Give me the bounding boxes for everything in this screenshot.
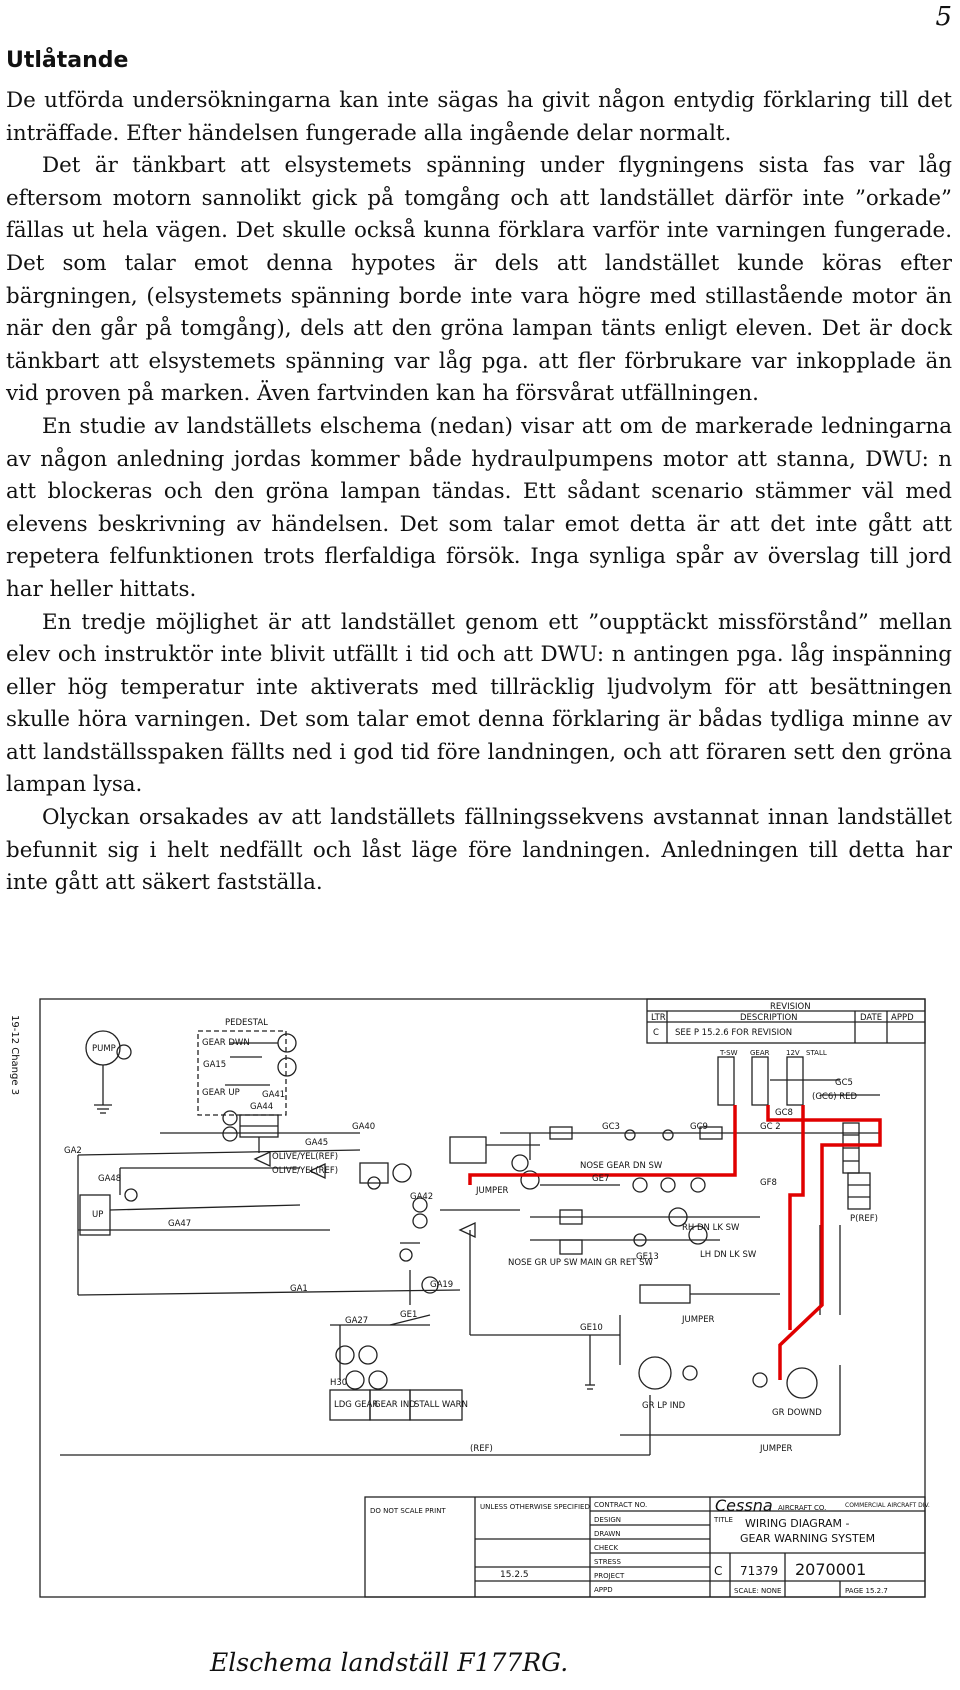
project-label: PROJECT: [594, 1572, 625, 1580]
ga48-label: GA48: [98, 1174, 122, 1184]
jumper-label-3: JUMPER: [760, 1444, 793, 1454]
drawing-title-2: GEAR WARNING SYSTEM: [740, 1532, 876, 1545]
gear-down-lamp: [787, 1368, 817, 1398]
rev-text-label: SEE P 15.2.6 FOR REVISION: [675, 1028, 793, 1038]
contract-label: CONTRACT NO.: [594, 1501, 648, 1509]
figure-caption: Elschema landställ F177RG.: [210, 1648, 569, 1677]
jumper-label-1: JUMPER: [476, 1186, 509, 1196]
side-label: 19-12 Change 3: [9, 1015, 20, 1096]
size-label: C: [714, 1564, 723, 1578]
tsw-label: T-SW: [720, 1049, 738, 1057]
lh-dn-lk-sw-label: LH DN LK SW: [700, 1250, 757, 1260]
scale-label: SCALE: NONE: [734, 1587, 782, 1595]
drawing-title-1: WIRING DIAGRAM -: [745, 1517, 850, 1530]
gc2-label: GC 2: [760, 1122, 781, 1132]
pedestal-label: PEDESTAL: [225, 1018, 268, 1028]
paragraph-1: De utförda undersökningarna kan inte sägas ha givit någon entydig förklaring till det inträffade. Efter händelsen fungerade alla ingående delar normalt.: [6, 88, 952, 146]
ref-label: (REF): [470, 1444, 493, 1454]
body-text: [6, 85, 952, 900]
design-label: DESIGN: [594, 1516, 621, 1524]
paragraph-4: En tredje möjlighet är att landstället genom ett ”oupptäckt missförstånd” mellan elev och instruktör inte blivit utfällt i tid och att DWU: n antingen pga. låg inspänning eller hög temperatur inte aktiverats med tillräcklig ljudvolym för att besättningen skulle höra varningen. Det som talar emot denna förklaring är bådas tydliga minne av att landställsspaken fällts ned i god tid före landningen, och att föraren sett den gröna lampan lysa.: [6, 609, 952, 798]
appd-label: APPD: [891, 1013, 914, 1023]
gf8-label: GF8: [760, 1178, 777, 1188]
number-date-label: 15.2.5: [500, 1570, 529, 1580]
gear-header-label: GEAR: [750, 1049, 770, 1057]
ge7-label: GE7: [592, 1174, 610, 1184]
page-number: 5: [935, 2, 952, 32]
tolerance-note-1: DO NOT SCALE PRINT: [370, 1507, 446, 1515]
wiring-schematic: [0, 985, 960, 1635]
drawn-label: DRAWN: [594, 1530, 621, 1538]
gear-ind-label: GEAR IND: [374, 1400, 416, 1410]
paragraph-2: Det är tänkbart att elsystemets spänning under flygningens sista fas var låg eftersom motorn sannolikt gick på tomgång och att landstället därför inte ”orkade” fällas ut hela vägen. Det skulle också kunna förklara varför inte varningen fungerade. Det som talar emot denna hypotes är dels att landstället kunde köras efter bärgningen, (elsystemets spänning borde inte vara högre med stillastående motor än när den går på tomgång), dels att den gröna lampan tänts enligt eleven. Det är dock tänkbart att elsystemets spänning var låg pga. att fler förbrukare var inkopplade än vid proven på marken. Även fartvinden kan ha försvårat utfällningen.: [6, 153, 952, 407]
gear-dwn-label: GEAR DWN: [202, 1038, 250, 1048]
paragraph-5: Olyckan orsakades av att landställets fällningssekvens avstannat innan landstället befunnit sig i helt nedfällt och låst läge före landningen. Anledningen till detta har inte gått att säkert fastställa.: [6, 805, 952, 896]
ga40-label: GA40: [352, 1122, 376, 1132]
ge13-label: GE13: [636, 1252, 659, 1262]
ga15-label: GA15: [203, 1060, 227, 1070]
gr-down-label: GR DOWND: [772, 1408, 822, 1418]
appd2-label: APPD: [594, 1586, 613, 1594]
p-ref-label: P(REF): [850, 1214, 878, 1224]
stall-warn-label: STALL WARN: [414, 1400, 468, 1410]
ga19-label: GA19: [430, 1280, 454, 1290]
cessna-logo: Cessna: [715, 1496, 773, 1515]
tolerance-note-2: UNLESS OTHERWISE SPECIFIED: [480, 1503, 590, 1511]
12v-label: 12V: [786, 1049, 800, 1057]
stall-header-label: STALL: [806, 1049, 827, 1057]
ga44-label: GA44: [250, 1102, 274, 1112]
olive-yel-label-2: OLIVE/YEL(REF): [272, 1166, 339, 1176]
olive-yel-label-1: OLIVE/YEL(REF): [272, 1152, 339, 1162]
gc6-red-label: (GC6) RED: [812, 1092, 858, 1102]
jumper-label-2: JUMPER: [682, 1315, 715, 1325]
section-heading: Utlåtande: [6, 48, 129, 73]
description-label: DESCRIPTION: [740, 1013, 798, 1023]
ga42-label: GA42: [410, 1192, 434, 1202]
main-gr-ret-sw-label: MAIN GR RET SW: [580, 1258, 653, 1268]
sheet-page-label: PAGE 15.2.7: [845, 1587, 888, 1595]
revision-label: REVISION: [770, 1002, 811, 1012]
up-label: UP: [92, 1210, 104, 1220]
ga45-label: GA45: [305, 1138, 329, 1148]
pump-label: PUMP: [92, 1044, 116, 1054]
stress-label: STRESS: [594, 1558, 621, 1566]
ge1-label: GE1: [400, 1310, 418, 1320]
gear-indicator-lamp: [639, 1357, 671, 1389]
wiring-schematic-figure: [0, 985, 960, 1635]
ldg-gear-label: LDG GEAR: [334, 1400, 379, 1410]
check-label: CHECK: [594, 1544, 619, 1552]
drawing-number: 2070001: [795, 1560, 867, 1579]
ga41-label: GA41: [262, 1090, 286, 1100]
gc9-label: GC9: [690, 1122, 708, 1132]
title-block: [365, 1497, 925, 1597]
rev-c-label: C: [653, 1028, 659, 1038]
rh-dn-lk-sw-label: RH DN LK SW: [682, 1223, 740, 1233]
paragraph-3: En studie av landställets elschema (nedan) visar att om de markerade ledningarna av någon anledning jordas kommer både hydraulpumpens motor att stanna, DWU: n att blockeras och den gröna lampan tändas. Ett sådant scenario stämmer väl med elevens beskrivning av händelsen. Det som talar emot detta är att det inte gått att repetera felfunktionen trots flerfaldiga försök. Inga synliga spår av överslag till jord har heller hittats.: [6, 413, 952, 602]
ga47-label: GA47: [168, 1219, 192, 1229]
gc8-label: GC8: [775, 1108, 793, 1118]
h30-label: H30: [330, 1378, 348, 1388]
highlighted-wires: [470, 1105, 880, 1380]
code-label: 71379: [740, 1564, 779, 1578]
commercial-label: COMMERCIAL AIRCRAFT DIV.: [845, 1502, 930, 1509]
ge10-label: GE10: [580, 1323, 603, 1333]
ga1-label: GA1: [290, 1284, 308, 1294]
date-label: DATE: [860, 1013, 883, 1023]
nose-gr-up-sw-label: NOSE GR UP SW: [508, 1258, 578, 1268]
ltr-label: LTR: [651, 1013, 666, 1023]
title-field-label: TITLE: [714, 1516, 733, 1524]
gr-lp-ind-label: GR LP IND: [642, 1401, 686, 1411]
ga2-label: GA2: [64, 1146, 82, 1156]
aircraft-co-label: AIRCRAFT CO.: [778, 1504, 827, 1512]
nose-gear-dn-sw-label: NOSE GEAR DN SW: [580, 1161, 663, 1171]
gc5-label: GC5: [835, 1078, 853, 1088]
ga27-label: GA27: [345, 1316, 369, 1326]
gc3-label: GC3: [602, 1122, 620, 1132]
gear-up-label: GEAR UP: [202, 1088, 240, 1098]
